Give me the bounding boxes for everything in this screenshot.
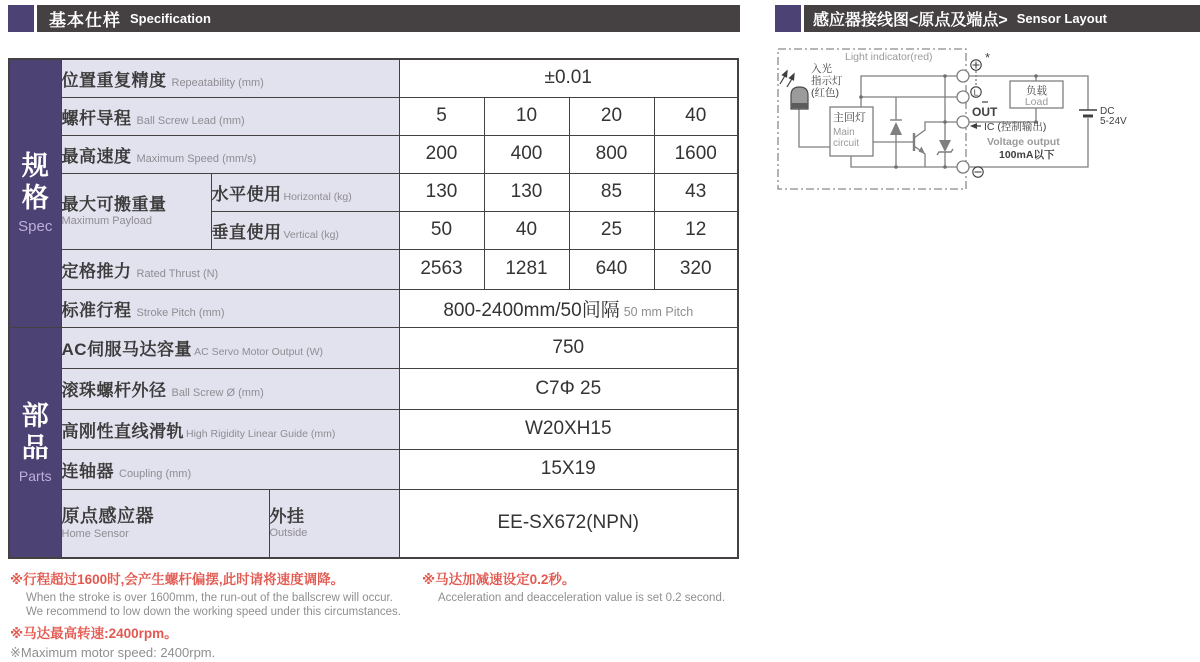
spec-section-header [8, 5, 740, 32]
section-label-parts: 部 品 Parts [9, 327, 61, 558]
row-label-payload: 最大可搬重量 Maximum Payload [61, 173, 211, 249]
dc-label-1: DC [1100, 106, 1115, 117]
table-row [9, 97, 738, 135]
terminal-circles [957, 70, 969, 173]
note-accel-zh: ※马达加减速设定0.2秒。 [422, 572, 576, 587]
value-guide: W20XH15 [399, 409, 738, 449]
table-row [9, 409, 738, 449]
diode-icon [890, 120, 902, 135]
value-lead-3: 20 [569, 97, 654, 135]
value-horizontal-4: 43 [654, 173, 738, 211]
load-label-zh: 负载 [1026, 85, 1047, 97]
l-symbol-icon [971, 87, 988, 102]
sensor-header-title-en: Sensor Layout [1016, 11, 1107, 26]
purple-accent-square [775, 5, 801, 32]
value-home-sensor: EE-SX672(NPN) [399, 489, 738, 558]
value-thrust-4: 320 [654, 249, 738, 289]
terminal-plus [957, 70, 969, 82]
value-lead-4: 40 [654, 97, 738, 135]
spec-header-title-zh: 基本仕样 [49, 11, 121, 30]
value-lead-2: 10 [484, 97, 569, 135]
value-horizontal-3: 85 [569, 173, 654, 211]
table-row [9, 59, 738, 97]
ic-arrow-icon [970, 123, 981, 129]
terminal-l [957, 91, 969, 103]
value-speed-2: 400 [484, 135, 569, 173]
main-circuit-label-en1: Main [833, 127, 855, 138]
led-indicator-icon [791, 87, 808, 109]
asterisk-label: * [985, 50, 991, 65]
dc-label-2: 5-24V [1100, 116, 1127, 127]
value-thrust-2: 1281 [484, 249, 569, 289]
row-label-motor: AC伺服马达容量 AC Servo Motor Output (W) [61, 327, 399, 368]
table-row [9, 173, 738, 211]
section-label-spec: 规 格 Spec [9, 59, 61, 327]
value-vertical-4: 12 [654, 211, 738, 249]
value-vertical-3: 25 [569, 211, 654, 249]
light-arrows-icon [780, 71, 794, 87]
row-label-thrust: 定格推力 Rated Thrust (N) [61, 249, 399, 289]
value-motor: 750 [399, 327, 738, 368]
footnotes-left [10, 571, 415, 662]
in-light-label-3: (红色) [811, 87, 839, 99]
value-stroke: 800-2400mm/50间隔 50 mm Pitch [399, 289, 738, 327]
purple-accent-square [8, 5, 34, 32]
sensor-header-title-zh: 感应器接线图<原点及端点> [813, 12, 1008, 29]
row-label-stroke: 标准行程 Stroke Pitch (mm) [61, 289, 399, 327]
value-repeatability: ±0.01 [399, 59, 738, 97]
note-stroke-en2: We recommend to low down the working speed under this circumstances. [26, 606, 401, 619]
light-indicator-label: Light indicator(red) [845, 51, 933, 63]
value-vertical-1: 50 [399, 211, 484, 249]
value-speed-3: 800 [569, 135, 654, 173]
voltage-output-label: Voltage output [987, 136, 1060, 148]
value-horizontal-1: 130 [399, 173, 484, 211]
table-row [9, 249, 738, 289]
note-stroke-zh: ※行程超过1600时,会产生螺杆偏摆,此时请将速度调降。 [10, 572, 345, 587]
row-label-guide: 高刚性直线滑轨 High Rigidity Linear Guide (mm) [61, 409, 399, 449]
specification-table [8, 58, 739, 559]
value-lead-1: 5 [399, 97, 484, 135]
row-label-speed: 最高速度 Maximum Speed (mm/s) [61, 135, 399, 173]
svg-text:L: L [973, 87, 979, 98]
value-thrust-1: 2563 [399, 249, 484, 289]
note-rpm-zh: ※马达最高转速:2400rpm。 [10, 626, 178, 642]
spec-header-title-en: Specification [130, 11, 211, 26]
value-horizontal-2: 130 [484, 173, 569, 211]
row-label-home-sensor: 原点感应器 Home Sensor [61, 489, 269, 558]
value-vertical-2: 40 [484, 211, 569, 249]
row-label-lead: 螺杆导程 Ball Screw Lead (mm) [61, 97, 399, 135]
row-label-vertical: 垂直使用 Vertical (kg) [211, 211, 399, 249]
ic-label: IC (控制输出) [984, 121, 1047, 133]
row-label-mount: 外挂 Outside [269, 489, 399, 558]
row-label-coupling: 连轴器 Coupling (mm) [61, 449, 399, 489]
note-stroke-en1: When the stroke is over 1600mm, the run-out of the ballscrew will occur. [26, 591, 393, 604]
value-thrust-3: 640 [569, 249, 654, 289]
note-accel-en: Acceleration and deacceleration value is set 0.2 second. [438, 591, 726, 604]
table-row [9, 449, 738, 489]
note-rpm-en: ※Maximum motor speed: 2400rpm. [10, 644, 216, 660]
terminal-out [957, 116, 969, 128]
table-row [9, 327, 738, 368]
in-light-label-1: 入光 [811, 63, 832, 75]
row-label-screw: 滚珠螺杆外径 Ball Screw Ø (mm) [61, 368, 399, 409]
table-row [9, 289, 738, 327]
main-circuit-label-en2: circuit [833, 138, 860, 149]
out-label: OUT [972, 105, 998, 119]
value-coupling: 15X19 [399, 449, 738, 489]
sensor-section-header [775, 5, 1200, 32]
in-light-label-2: 指示灯 [811, 75, 843, 87]
main-circuit-label-zh: 主回灯 [833, 112, 866, 124]
value-screw: C7Φ 25 [399, 368, 738, 409]
table-row [9, 368, 738, 409]
sensor-circuit-svg [773, 44, 1200, 204]
row-label-horizontal: 水平使用 Horizontal (kg) [211, 173, 399, 211]
row-label-repeatability: 位置重复精度 Repeatability (mm) [61, 59, 399, 97]
table-row [9, 135, 738, 173]
current-limit-label: 100mA以下 [999, 149, 1055, 161]
battery-icon [1079, 110, 1097, 116]
minus-symbol-icon [973, 167, 983, 177]
load-label-en: Load [1024, 96, 1049, 108]
footnotes-right [422, 571, 752, 605]
plus-symbol-icon [971, 60, 981, 70]
value-speed-4: 1600 [654, 135, 738, 173]
table-row [9, 489, 738, 558]
sensor-wiring-diagram [773, 44, 1200, 209]
terminal-minus [957, 161, 969, 173]
value-speed-1: 200 [399, 135, 484, 173]
